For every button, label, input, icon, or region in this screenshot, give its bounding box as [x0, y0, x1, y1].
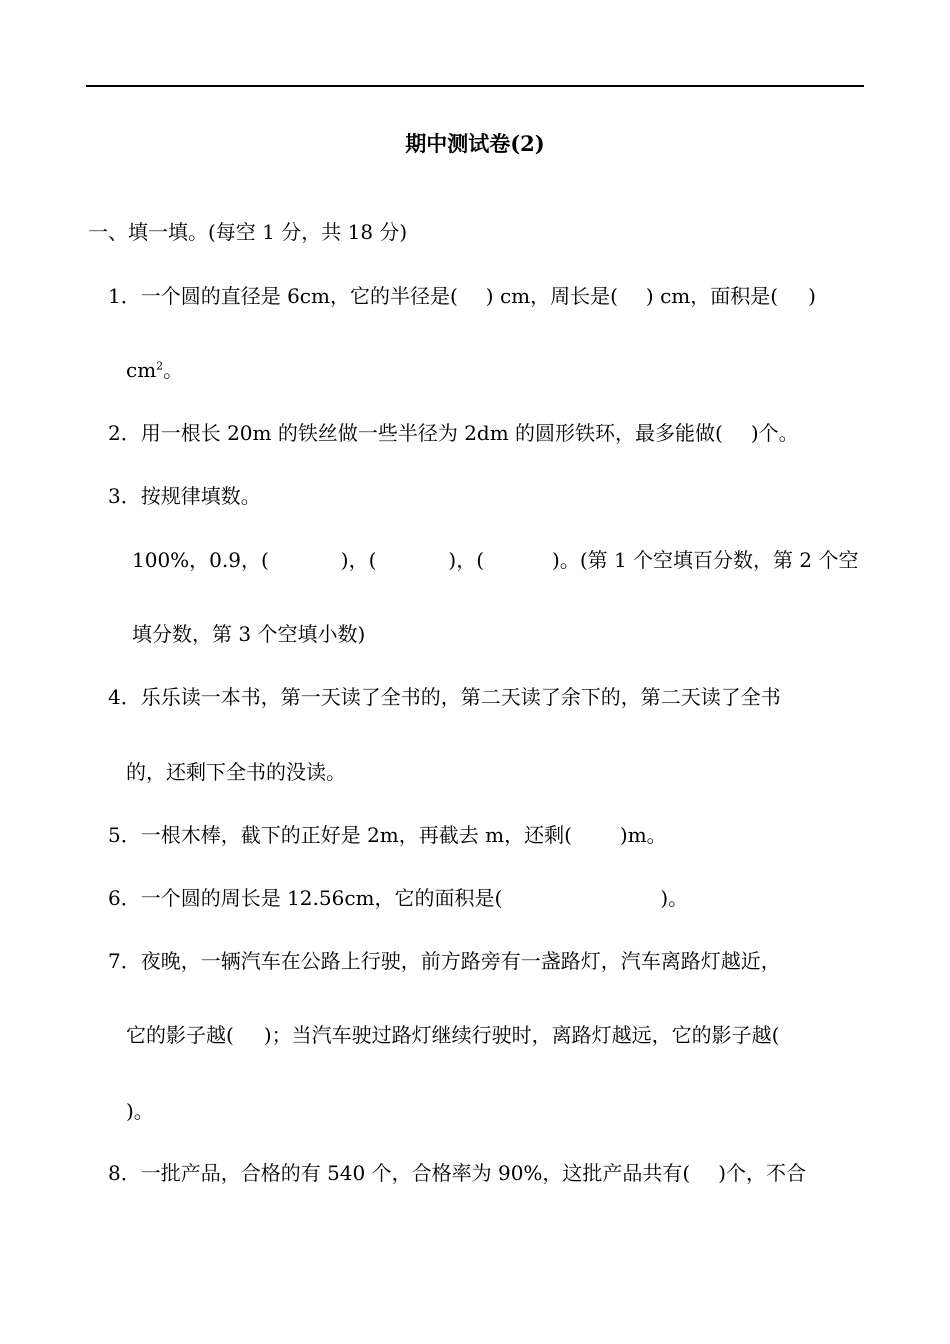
- q1-unit: cm: [126, 358, 157, 382]
- q7-text-d: )。: [126, 1099, 154, 1123]
- q7-text-b: 它的影子越(: [126, 1023, 234, 1047]
- page-title: 期中测试卷(2): [405, 131, 545, 156]
- question-6: [108, 885, 688, 911]
- q3-sep2: )，(: [448, 548, 485, 572]
- question-3: 3．按规律填数。: [108, 484, 261, 508]
- q5-text-a: 5．一根木棒，截下的正好是 2m，再截去 m，还剩(: [108, 823, 572, 847]
- q2-text-b: )个。: [750, 421, 799, 445]
- q2-text-a: 2．用一根长 20m 的铁丝做一些半径为 2dm 的圆形铁环，最多能做(: [108, 421, 723, 445]
- question-5: [108, 822, 667, 848]
- q8-text-b: )个，不合: [718, 1161, 807, 1185]
- question-3-sequence: [132, 547, 859, 573]
- q3-sep1: )，(: [340, 548, 377, 572]
- q8-text-a: 8．一批产品，合格的有 540 个，合格率为 90%，这批产品共有(: [108, 1161, 691, 1185]
- question-1-line-1: [108, 283, 816, 309]
- q1-end: 。: [163, 358, 184, 382]
- header-rule: [86, 85, 864, 87]
- question-7-line-3: [126, 1098, 154, 1124]
- question-4-line-1: 4．乐乐读一本书，第一天读了全书的，第二天读了余下的，第二天读了全书: [108, 685, 781, 709]
- q6-text-a: 6．一个圆的周长是 12.56cm，它的面积是(: [108, 886, 503, 910]
- q1-text-a: 1．一个圆的直径是 6cm，它的半径是(: [108, 284, 458, 308]
- question-7-line-2: [126, 1022, 779, 1048]
- question-8: [108, 1160, 806, 1186]
- section-heading: 一、填一填。(每空 1 分，共 18 分): [88, 220, 408, 244]
- question-4-line-2: 的，还剩下全书的没读。: [126, 760, 346, 784]
- q1-unit-exponent: 2: [156, 359, 164, 373]
- question-1-line-2: [126, 357, 183, 383]
- question-7-line-1: 7．夜晚，一辆汽车在公路上行驶，前方路旁有一盏路灯，汽车离路灯越近，: [108, 949, 781, 973]
- q3-seq: 100%，0.9，(: [132, 548, 269, 572]
- q6-text-b: )。: [660, 886, 689, 910]
- q5-text-b: )m。: [619, 823, 667, 847]
- q1-text-d: ): [808, 284, 816, 308]
- q7-text-c: )；当汽车驶过路灯继续行驶时，离路灯越远，它的影子越(: [263, 1023, 780, 1047]
- question-3-note-line-2: 填分数，第 3 个空填小数): [132, 622, 366, 646]
- q3-note: )。(第 1 个空填百分数，第 2 个空: [552, 548, 859, 572]
- question-2: [108, 420, 799, 446]
- q1-text-b: ) cm，周长是(: [485, 284, 618, 308]
- q1-text-c: ) cm，面积是(: [645, 284, 779, 308]
